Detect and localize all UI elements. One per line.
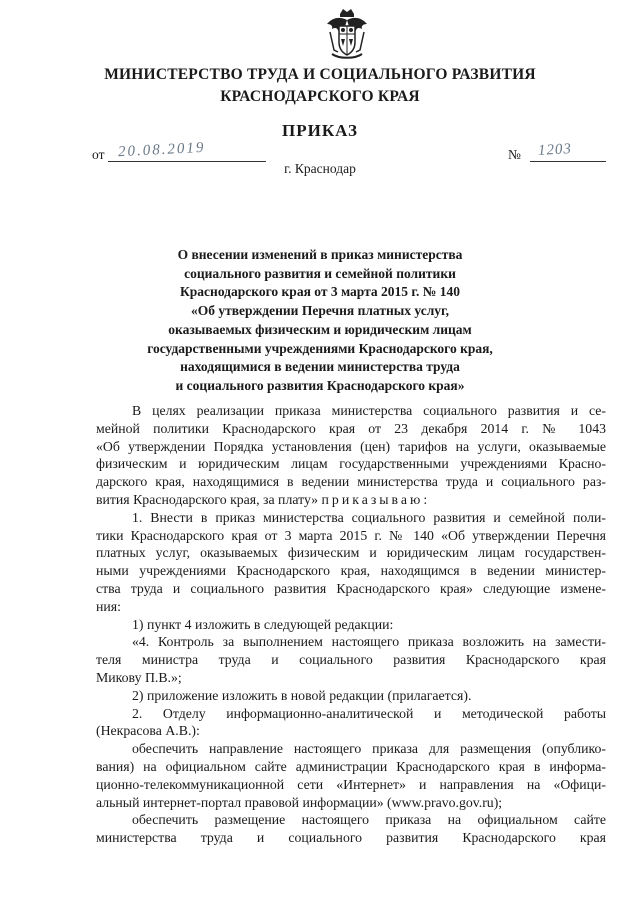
subject-line: Краснодарского края от 3 марта 2015 г. № 140: [180, 284, 460, 300]
body-line: ства труда и социального развития Краснодарского края» следующие измене-: [96, 580, 606, 596]
body-line: обеспечить направление настоящего приказа для размещения (опублико-: [132, 741, 606, 757]
body-line: платных услуг, оказываемых физическим и юридическим лицам государствен-: [96, 545, 606, 561]
body-line: тики Краснодарского края от 3 марта 2015 г. № 140 «Об утверждении Перечня: [96, 527, 606, 543]
body-line: 2) приложение изложить в новой редакции (прилагается).: [132, 687, 472, 703]
date-handwritten: 20.08.2019: [117, 139, 206, 161]
body-line: 1. Внести в приказ министерства социального развития и семейной поли-: [132, 509, 606, 525]
number-label: №: [508, 147, 521, 162]
subject-line: находящимися в ведении министерства труда: [180, 359, 460, 375]
order-subject: [0, 246, 640, 396]
body-line: «Об утверждении Порядка установления (цен) тарифов на услуги, оказываемые: [96, 438, 606, 454]
ministry-name-line-2: КРАСНОДАРСКОГО КРАЯ: [220, 88, 420, 105]
body-line: 1) пункт 4 изложить в следующей редакции:: [132, 616, 394, 632]
coat-of-arms-icon: [324, 6, 370, 62]
body-text: вития Краснодарского края, за плату»: [96, 491, 319, 507]
body-line: дарского края, находящимися в ведении министерства труда и социального раз-: [96, 474, 606, 490]
subject-line: О внесении изменений в приказ министерства: [177, 247, 463, 262]
city: г. Краснодар: [284, 161, 356, 176]
subject-line: «Об утверждении Перечня платных услуг,: [190, 303, 450, 319]
subject-line: социального развития и семейной политики: [184, 265, 456, 281]
body-line: 2. Отделу информационно-аналитической и методической работы: [132, 705, 606, 721]
subject-line: оказываемых физическим и юридическим лицам: [168, 321, 472, 337]
body-line: ния:: [96, 598, 121, 614]
body-line: ционно-телекоммуникационной сети «Интернет» и направления на «Офици-: [96, 776, 606, 792]
body-line: [96, 491, 606, 509]
ministry-name-line-1: МИНИСТЕРСТВО ТРУДА И СОЦИАЛЬНОГО РАЗВИТИЯ: [104, 66, 536, 83]
body-line: «4. Контроль за выполнением настоящего приказа возложить на замести-: [132, 634, 606, 650]
document-title: ПРИКАЗ: [282, 121, 358, 140]
subject-line: государственными учреждениями Краснодарского края,: [147, 340, 493, 356]
order-verb: приказываю:: [321, 491, 431, 507]
body-line: альный интернет-портал правовой информации» (www.pravo.gov.ru);: [96, 794, 503, 810]
body-line: В целях реализации приказа министерства социального развития и се-: [132, 403, 606, 418]
body-line: физическим и юридическим лицам государственными учреждениями Красно-: [96, 456, 606, 472]
body-line: ными учреждениями Краснодарского края, находящимся в ведении министер-: [96, 563, 606, 579]
body-line: мейной политики Краснодарского края от 23 декабря 2014 г. № 1043: [96, 420, 606, 436]
number-handwritten: 1203: [537, 141, 573, 159]
body-line: Микову П.В.»;: [96, 669, 182, 685]
date-label: от: [92, 147, 105, 162]
body-line: обеспечить размещение настоящего приказа на официальном сайте: [132, 812, 606, 828]
body-line: (Некрасова А.В.):: [96, 723, 200, 739]
subject-line: и социального развития Краснодарского края»: [175, 377, 465, 393]
body-line: вания) на официальном сайте администрации Краснодарского края в информа-: [96, 758, 606, 774]
body-line: министерства труда и социального развития Краснодарского края: [96, 830, 606, 846]
body-line: теля министра труда и социального развития Краснодарского края: [96, 652, 606, 668]
document-body: [96, 402, 606, 847]
